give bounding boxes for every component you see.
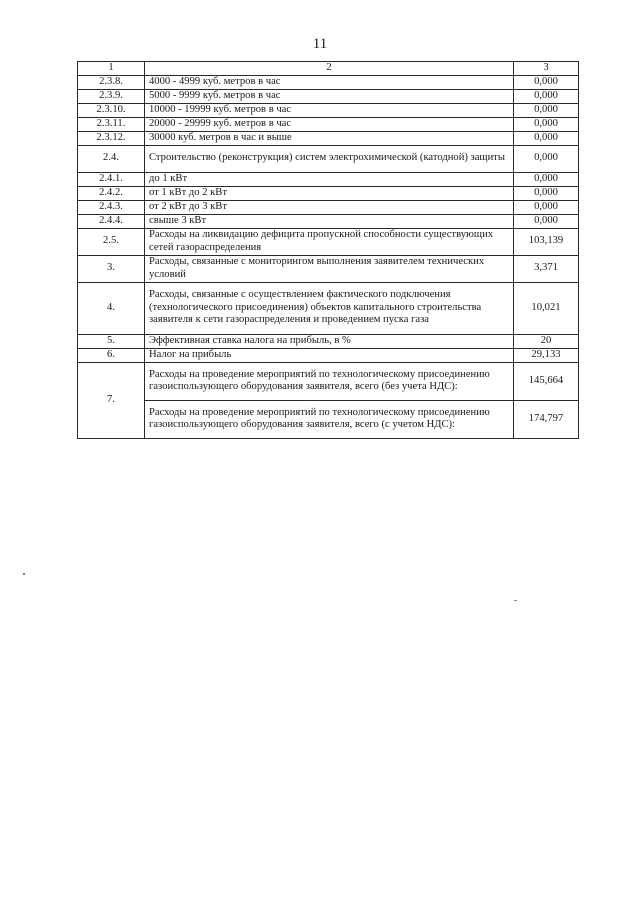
row-number: 2.3.9.	[78, 89, 145, 103]
row-description: от 1 кВт до 2 кВт	[145, 186, 514, 200]
row-number: 2.4.4.	[78, 214, 145, 228]
row-description: Налог на прибыль	[145, 348, 514, 362]
row-number: 4.	[78, 282, 145, 334]
row-description: Расходы на проведение мероприятий по технологическому присоединению газоиспользующего оборудования заявителя, всего (без учета НДС):	[145, 362, 514, 400]
table-row	[78, 75, 579, 89]
table-row	[78, 172, 579, 186]
scan-mark	[514, 600, 517, 601]
table-row	[78, 117, 579, 131]
row-value: 0,000	[514, 103, 579, 117]
header-cell: 1	[78, 62, 145, 76]
row-value: 145,664	[514, 362, 579, 400]
table-row	[78, 255, 579, 282]
row-number: 7.	[78, 362, 145, 438]
row-number: 2.4.3.	[78, 200, 145, 214]
row-description: Расходы, связанные с осуществлением фактического подключения (технологического присоединения) объектов капитального строительства заявителя к сети газораспределения и проведением пуска газа	[145, 282, 514, 334]
row-description: 30000 куб. метров в час и выше	[145, 131, 514, 145]
table-row	[78, 200, 579, 214]
scan-speck	[23, 573, 25, 575]
row-description: свыше 3 кВт	[145, 214, 514, 228]
row-description: 4000 - 4999 куб. метров в час	[145, 75, 514, 89]
table-row	[78, 186, 579, 200]
row-number: 2.5.	[78, 228, 145, 255]
table-row	[78, 103, 579, 117]
row-value: 0,000	[514, 75, 579, 89]
page-number: 11	[312, 36, 328, 52]
header-cell: 2	[145, 62, 514, 76]
row-number: 2.4.	[78, 145, 145, 172]
table-row	[78, 228, 579, 255]
row-description: от 2 кВт до 3 кВт	[145, 200, 514, 214]
table-row	[78, 282, 579, 334]
row-number: 5.	[78, 334, 145, 348]
row-value: 174,797	[514, 400, 579, 438]
row-description: 10000 - 19999 куб. метров в час	[145, 103, 514, 117]
row-value: 3,371	[514, 255, 579, 282]
row-value: 20	[514, 334, 579, 348]
table-row	[78, 362, 579, 400]
row-description: Расходы на проведение мероприятий по технологическому присоединению газоиспользующего оборудования заявителя, всего (с учетом НДС):	[145, 400, 514, 438]
row-value: 0,000	[514, 131, 579, 145]
row-description: 20000 - 29999 куб. метров в час	[145, 117, 514, 131]
row-value: 10,021	[514, 282, 579, 334]
row-value: 0,000	[514, 186, 579, 200]
row-number: 6.	[78, 348, 145, 362]
row-number: 2.3.10.	[78, 103, 145, 117]
table-row	[78, 89, 579, 103]
row-description: Расходы, связанные с мониторингом выполнения заявителем технических условий	[145, 255, 514, 282]
row-number: 2.3.11.	[78, 117, 145, 131]
row-number: 2.4.1.	[78, 172, 145, 186]
row-value: 0,000	[514, 214, 579, 228]
table-header-row	[78, 62, 579, 76]
row-number: 2.3.8.	[78, 75, 145, 89]
header-cell: 3	[514, 62, 579, 76]
row-description: Эффективная ставка налога на прибыль, в %	[145, 334, 514, 348]
row-value: 0,000	[514, 172, 579, 186]
table-row	[78, 145, 579, 172]
row-number: 2.4.2.	[78, 186, 145, 200]
row-description: до 1 кВт	[145, 172, 514, 186]
row-number: 2.3.12.	[78, 131, 145, 145]
table-row	[78, 214, 579, 228]
row-value: 0,000	[514, 145, 579, 172]
row-description: Расходы на ликвидацию дефицита пропускной способности существующих сетей газораспределения	[145, 228, 514, 255]
row-value: 103,139	[514, 228, 579, 255]
row-value: 29,133	[514, 348, 579, 362]
table-row	[78, 400, 579, 438]
row-description: 5000 - 9999 куб. метров в час	[145, 89, 514, 103]
row-value: 0,000	[514, 89, 579, 103]
row-value: 0,000	[514, 200, 579, 214]
table-row	[78, 348, 579, 362]
row-number: 3.	[78, 255, 145, 282]
row-value: 0,000	[514, 117, 579, 131]
tariff-table	[77, 61, 579, 439]
table-row	[78, 131, 579, 145]
table-row	[78, 334, 579, 348]
row-description: Строительство (реконструкция) систем электрохимической (катодной) защиты	[145, 145, 514, 172]
